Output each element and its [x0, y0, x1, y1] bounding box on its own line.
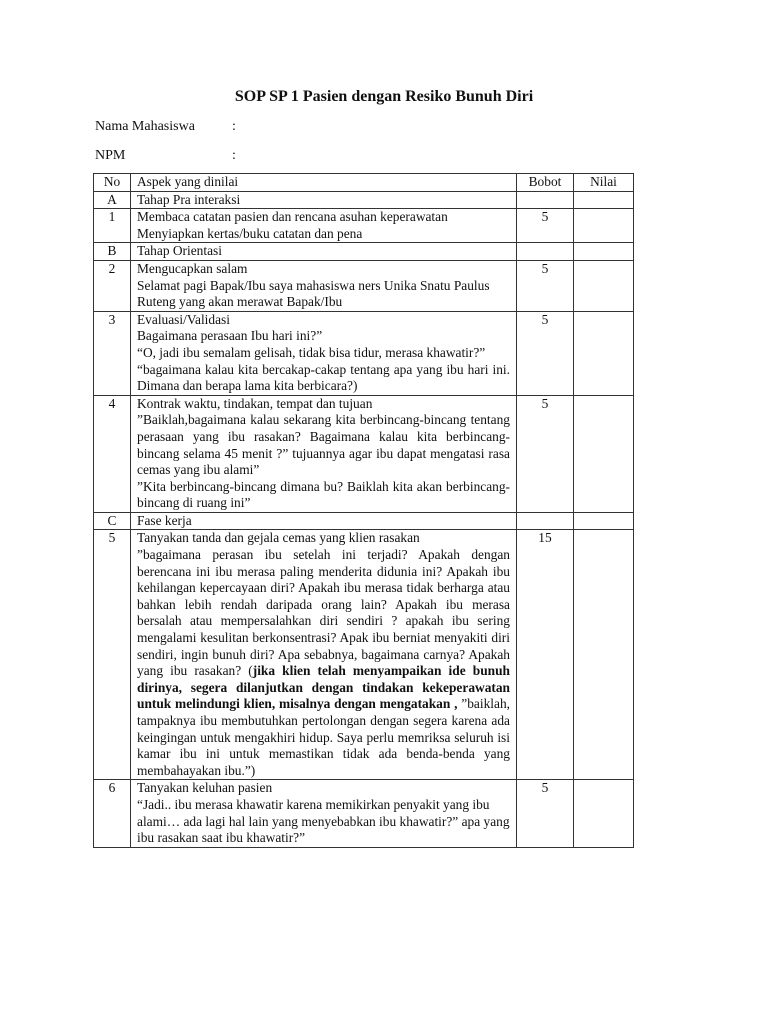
nama-mahasiswa-field [95, 119, 236, 135]
table-header-row [94, 174, 634, 192]
row-line: Fase kerja [137, 512, 192, 528]
row-aspek [131, 395, 517, 512]
row-line: Membaca catatan pasien dan rencana asuhan keperawatan [137, 209, 448, 225]
table-row [94, 512, 634, 530]
document-title: SOP SP 1 Pasien dengan Resiko Bunuh Diri [234, 88, 534, 105]
header-no: No [94, 174, 131, 192]
row-aspek [131, 780, 517, 847]
row-aspek [131, 191, 517, 209]
table-row [94, 530, 634, 780]
row-no: 3 [94, 311, 131, 395]
row-aspek [131, 260, 517, 311]
row-line: Evaluasi/Validasi [137, 311, 230, 327]
row-no: 1 [94, 209, 131, 243]
row-no: C [94, 512, 131, 530]
row-nilai [574, 209, 634, 243]
npm-colon: : [232, 148, 236, 163]
row-line: “bagaimana kalau kita bercakap-cakap tentang apa yang ibu hari ini. Dimana dan berapa lama kita berbicara?) [137, 361, 510, 394]
table-row [94, 209, 634, 243]
row-line: ”Baiklah,bagaimana kalau sekarang kita berbincang-bincang tentang perasaan yang ibu rasakan? Bagaimana kalau kita berbincang-bincang selama 45 menit ?” tujuannya agar ibu dapat mengatasi rasa cemas yang ibu alami” [137, 412, 510, 478]
row-bobot: 5 [517, 311, 574, 395]
row-nilai [574, 395, 634, 512]
row-line: ”Kita berbincang-bincang dimana bu? Baiklah kita akan berbincang-bincang di ruang ini” [137, 478, 510, 511]
para-pre: ”bagaimana perasan ibu setelah ini terjadi? Apakah dengan berencana ini ibu merasa paling menderita didunia ini? Apakah ibu kehilangan kepercayaan diri? Apakah ibu merasa tidak berharga atau bahkan lebih rendah daripada orang lain? Apakah ibu merasa bersalah atau mempersalahkan diri sendiri ? apakah ibu sering mengalami kesulitan berkonsentrasi? Apak ibu berniat menyakiti diri sendiri, ingin bunuh diri? Apa sebabnya, bagaimana carnya? Apakah yang ibu rasakan? ( [137, 547, 510, 679]
row-bobot: 5 [517, 209, 574, 243]
row-aspek [131, 311, 517, 395]
row-nilai [574, 260, 634, 311]
header-bobot: Bobot [517, 174, 574, 192]
table-row [94, 243, 634, 261]
row-bobot: 5 [517, 780, 574, 847]
row-aspek [131, 243, 517, 261]
header-aspek: Aspek yang dinilai [131, 174, 517, 192]
table-row [94, 395, 634, 512]
para-bold: jika klien telah menyampaikan ide bunuh dirinya, segera dilanjutkan dengan tindakan kekeperawatan untuk melindungi klien, misalnya dengan mengatakan , [137, 663, 510, 712]
row-line: “O, jadi ibu semalam gelisah, tidak bisa tidur, merasa khawatir?” [137, 344, 486, 360]
row-aspek [131, 209, 517, 243]
row-bobot: 5 [517, 260, 574, 311]
row-no: A [94, 191, 131, 209]
row-line: Selamat pagi Bapak/Ibu saya mahasiswa ners Unika Snatu Paulus Ruteng yang akan merawat Bapak/Ibu [137, 277, 490, 310]
row-no: 6 [94, 780, 131, 847]
row-nilai [574, 243, 634, 261]
row-line: “Jadi.. ibu merasa khawatir karena memikirkan penyakit yang ibu alami… ada lagi hal lain yang menyebabkan ibu khawatir?” apa yang ibu rasakan saat ibu khawatir?” [137, 796, 510, 846]
row-line: Bagaimana perasaan Ibu hari ini?” [137, 328, 323, 344]
row-no: B [94, 243, 131, 261]
row-paragraph [137, 547, 510, 779]
row-line: Kontrak waktu, tindakan, tempat dan tujuan [137, 395, 373, 411]
row-no: 5 [94, 530, 131, 780]
row-bobot [517, 512, 574, 530]
table-row [94, 780, 634, 847]
table-row [94, 311, 634, 395]
table-row [94, 191, 634, 209]
row-nilai [574, 191, 634, 209]
row-bobot [517, 243, 574, 261]
row-aspek [131, 512, 517, 530]
row-line: Tanyakan tanda dan gejala cemas yang klien rasakan [137, 530, 420, 546]
row-bobot: 15 [517, 530, 574, 780]
para-post: ”baiklah, tampaknya ibu membutuhkan pertolongan dengan segera karena ada keingingan untuk mengakhiri hidup. Saya perlu memriksa seluruh isi kamar ibu ini untuk memastikan tidak ada benda-benda yang membahayakan ibu.”) [137, 696, 510, 778]
header-nilai: Nilai [574, 174, 634, 192]
row-line: Tahap Orientasi [137, 243, 222, 259]
nama-colon: : [232, 119, 236, 134]
row-nilai [574, 780, 634, 847]
assessment-table [93, 173, 634, 848]
table-row [94, 260, 634, 311]
row-line: Tanyakan keluhan pasien [137, 780, 273, 796]
row-line: Menyiapkan kertas/buku catatan dan pena [137, 225, 363, 241]
row-aspek [131, 530, 517, 780]
npm-field [95, 148, 236, 164]
row-no: 4 [94, 395, 131, 512]
row-line: Tahap Pra interaksi [137, 191, 241, 207]
row-line: Mengucapkan salam [137, 260, 248, 276]
row-nilai [574, 530, 634, 780]
row-nilai [574, 311, 634, 395]
row-bobot: 5 [517, 395, 574, 512]
npm-label: NPM [95, 148, 126, 163]
nama-mahasiswa-label: Nama Mahasiswa [95, 119, 195, 134]
row-no: 2 [94, 260, 131, 311]
row-bobot [517, 191, 574, 209]
row-nilai [574, 512, 634, 530]
